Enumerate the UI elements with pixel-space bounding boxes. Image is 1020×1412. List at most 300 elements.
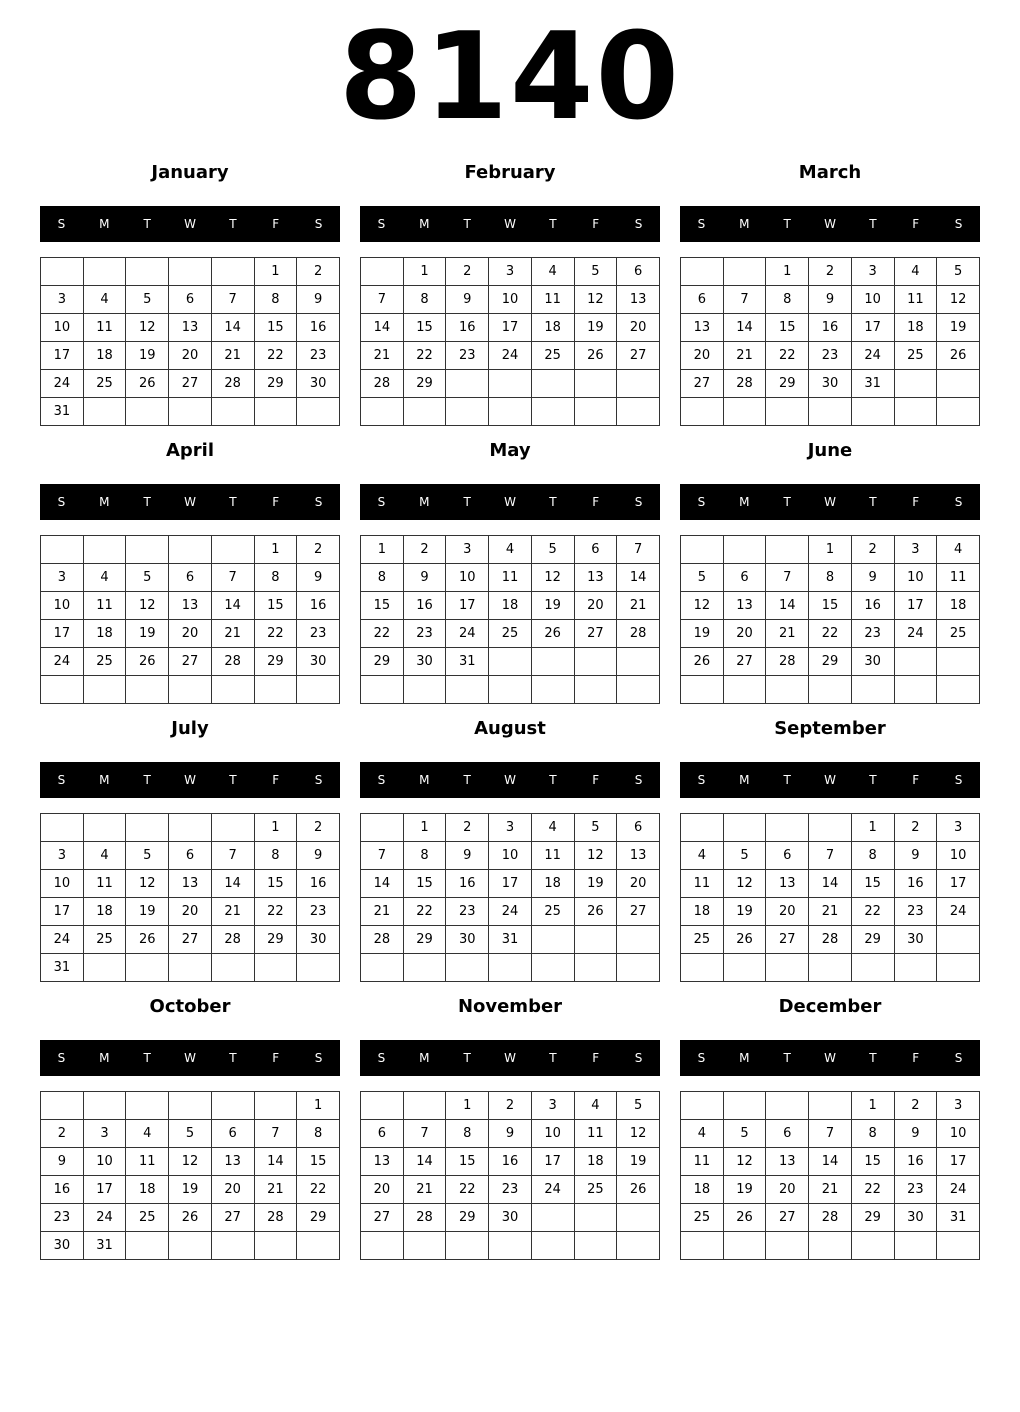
- day-cell: 8: [297, 1120, 340, 1148]
- weekday-header: F: [592, 495, 600, 509]
- day-cell: 15: [403, 314, 446, 342]
- day-cell: [574, 398, 617, 426]
- day-cell: 27: [169, 370, 212, 398]
- weekday-header: F: [592, 1051, 600, 1065]
- day-cell: 21: [403, 1176, 446, 1204]
- weekday-header: T: [229, 495, 237, 509]
- day-cell: 18: [489, 592, 532, 620]
- week-row: [41, 898, 340, 926]
- week-row: [361, 842, 660, 870]
- day-cell: [937, 676, 980, 704]
- weekday-header: S: [697, 217, 706, 231]
- day-cell: 30: [809, 370, 852, 398]
- day-grid: [40, 813, 340, 982]
- day-cell: 27: [617, 898, 660, 926]
- day-cell: 2: [297, 814, 340, 842]
- weekday-header: F: [592, 773, 600, 787]
- day-cell: [766, 398, 809, 426]
- day-cell: 30: [489, 1204, 532, 1232]
- day-cell: 21: [617, 592, 660, 620]
- weekday-header: M: [99, 773, 110, 787]
- weekday-header: S: [57, 495, 66, 509]
- day-cell: 10: [489, 842, 532, 870]
- day-cell: 26: [723, 1204, 766, 1232]
- day-cell: [361, 398, 404, 426]
- day-cell: 3: [41, 842, 84, 870]
- day-cell: 13: [617, 286, 660, 314]
- day-cell: [937, 926, 980, 954]
- day-cell: 14: [211, 870, 254, 898]
- day-cell: [403, 676, 446, 704]
- day-cell: 27: [617, 342, 660, 370]
- day-cell: 8: [361, 564, 404, 592]
- weekday-header: T: [229, 1051, 237, 1065]
- day-cell: [894, 954, 937, 982]
- day-cell: [531, 954, 574, 982]
- day-cell: 15: [297, 1148, 340, 1176]
- weekday-header: S: [954, 773, 963, 787]
- day-cell: 19: [126, 620, 169, 648]
- day-cell: 17: [41, 342, 84, 370]
- day-cell: 8: [809, 564, 852, 592]
- day-cell: [851, 1232, 894, 1260]
- day-cell: 23: [489, 1176, 532, 1204]
- day-cell: 1: [254, 814, 297, 842]
- day-cell: 4: [681, 1120, 724, 1148]
- day-cell: 6: [169, 842, 212, 870]
- weekday-header: T: [783, 773, 791, 787]
- day-cell: 16: [446, 870, 489, 898]
- day-cell: 2: [894, 1092, 937, 1120]
- day-cell: [723, 258, 766, 286]
- day-cell: [489, 648, 532, 676]
- day-cell: 16: [809, 314, 852, 342]
- day-cell: 29: [809, 648, 852, 676]
- day-cell: 9: [403, 564, 446, 592]
- day-cell: 19: [681, 620, 724, 648]
- day-cell: 12: [574, 286, 617, 314]
- month-name: April: [165, 440, 215, 461]
- day-cell: 1: [403, 814, 446, 842]
- day-cell: 12: [169, 1148, 212, 1176]
- day-cell: [531, 1204, 574, 1232]
- day-cell: 4: [489, 536, 532, 564]
- weekday-header: M: [739, 773, 750, 787]
- day-cell: [169, 1232, 212, 1260]
- day-cell: 23: [809, 342, 852, 370]
- day-cell: [617, 1232, 660, 1260]
- day-cell: 4: [937, 536, 980, 564]
- day-cell: [681, 536, 724, 564]
- day-cell: 16: [489, 1148, 532, 1176]
- weekday-header: M: [739, 217, 750, 231]
- day-cell: 16: [297, 592, 340, 620]
- week-row: [41, 1232, 340, 1260]
- day-cell: 26: [126, 370, 169, 398]
- day-cell: [126, 398, 169, 426]
- weekday-header-bar: [40, 206, 340, 242]
- day-cell: 16: [403, 592, 446, 620]
- day-cell: 31: [489, 926, 532, 954]
- day-cell: 16: [894, 870, 937, 898]
- day-cell: [254, 676, 297, 704]
- weekday-header: S: [314, 495, 323, 509]
- day-cell: [937, 648, 980, 676]
- day-cell: 14: [403, 1148, 446, 1176]
- day-cell: 23: [894, 898, 937, 926]
- weekday-header: F: [912, 495, 920, 509]
- day-cell: [766, 954, 809, 982]
- day-cell: [531, 398, 574, 426]
- day-cell: 11: [937, 564, 980, 592]
- day-cell: 17: [531, 1148, 574, 1176]
- day-cell: [169, 814, 212, 842]
- weekday-header: W: [504, 773, 516, 787]
- weekday-header-bar: [680, 206, 980, 242]
- day-cell: [681, 1232, 724, 1260]
- weekday-header: M: [419, 773, 430, 787]
- day-grid: [40, 1091, 340, 1260]
- day-cell: 27: [211, 1204, 254, 1232]
- week-row: [361, 314, 660, 342]
- day-cell: 9: [894, 842, 937, 870]
- weekday-header: T: [869, 217, 877, 231]
- weekday-header: M: [419, 1051, 430, 1065]
- day-cell: 11: [531, 842, 574, 870]
- weekday-header: F: [272, 1051, 280, 1065]
- day-cell: [766, 1092, 809, 1120]
- day-cell: 30: [297, 370, 340, 398]
- day-cell: 18: [126, 1176, 169, 1204]
- day-cell: 21: [211, 898, 254, 926]
- week-row: [681, 842, 980, 870]
- day-cell: [681, 954, 724, 982]
- day-grid: [360, 813, 660, 982]
- day-cell: 6: [574, 536, 617, 564]
- weekday-header: W: [824, 495, 836, 509]
- day-cell: 9: [894, 1120, 937, 1148]
- year-title: 8140: [339, 8, 681, 147]
- day-cell: 14: [211, 314, 254, 342]
- day-cell: 16: [297, 314, 340, 342]
- day-cell: 5: [723, 842, 766, 870]
- day-cell: 5: [681, 564, 724, 592]
- day-cell: 25: [937, 620, 980, 648]
- day-cell: 17: [446, 592, 489, 620]
- week-row: [681, 564, 980, 592]
- day-cell: 2: [41, 1120, 84, 1148]
- day-cell: 14: [361, 314, 404, 342]
- day-cell: 1: [361, 536, 404, 564]
- day-cell: [126, 814, 169, 842]
- day-grid: [680, 1091, 980, 1260]
- week-row: [681, 676, 980, 704]
- weekday-header: T: [783, 1051, 791, 1065]
- day-cell: [403, 1232, 446, 1260]
- day-cell: [297, 398, 340, 426]
- day-cell: 29: [361, 648, 404, 676]
- weekday-header: T: [783, 217, 791, 231]
- day-cell: 3: [894, 536, 937, 564]
- day-cell: 25: [489, 620, 532, 648]
- week-row: [41, 370, 340, 398]
- day-cell: 15: [254, 870, 297, 898]
- day-cell: 10: [446, 564, 489, 592]
- day-cell: 25: [574, 1176, 617, 1204]
- day-cell: 24: [894, 620, 937, 648]
- day-cell: [681, 1092, 724, 1120]
- day-cell: 9: [297, 564, 340, 592]
- day-cell: [617, 370, 660, 398]
- day-cell: [211, 1092, 254, 1120]
- day-cell: 10: [41, 870, 84, 898]
- day-cell: [851, 398, 894, 426]
- day-cell: [574, 676, 617, 704]
- day-cell: 15: [361, 592, 404, 620]
- day-cell: [809, 676, 852, 704]
- day-cell: 26: [531, 620, 574, 648]
- day-cell: 19: [574, 870, 617, 898]
- weekday-header: F: [272, 217, 280, 231]
- day-cell: 18: [574, 1148, 617, 1176]
- day-cell: [937, 1232, 980, 1260]
- day-cell: 7: [211, 564, 254, 592]
- weekday-header: T: [869, 1051, 877, 1065]
- week-row: [681, 898, 980, 926]
- day-cell: 19: [723, 1176, 766, 1204]
- weekday-header: S: [634, 1051, 643, 1065]
- day-cell: 21: [809, 1176, 852, 1204]
- day-cell: 5: [169, 1120, 212, 1148]
- day-cell: 29: [851, 926, 894, 954]
- day-cell: 2: [851, 536, 894, 564]
- day-cell: 18: [937, 592, 980, 620]
- day-cell: 8: [254, 564, 297, 592]
- day-cell: 27: [766, 926, 809, 954]
- day-cell: 9: [446, 286, 489, 314]
- day-cell: 11: [681, 1148, 724, 1176]
- day-cell: 28: [361, 370, 404, 398]
- day-cell: 1: [446, 1092, 489, 1120]
- day-cell: 28: [809, 926, 852, 954]
- day-cell: 24: [446, 620, 489, 648]
- month-name: February: [464, 162, 556, 183]
- day-cell: 19: [574, 314, 617, 342]
- day-cell: 3: [41, 286, 84, 314]
- day-cell: 31: [83, 1232, 126, 1260]
- day-cell: 6: [766, 1120, 809, 1148]
- day-cell: 9: [297, 286, 340, 314]
- week-row: [41, 870, 340, 898]
- day-cell: 27: [169, 926, 212, 954]
- day-cell: 11: [894, 286, 937, 314]
- day-cell: 20: [766, 898, 809, 926]
- weekday-header: W: [824, 773, 836, 787]
- day-cell: [361, 814, 404, 842]
- day-cell: 22: [254, 898, 297, 926]
- weekday-header: T: [549, 217, 557, 231]
- day-cell: [851, 954, 894, 982]
- day-cell: 19: [531, 592, 574, 620]
- weekday-header: F: [272, 495, 280, 509]
- day-cell: [574, 370, 617, 398]
- day-cell: [617, 1204, 660, 1232]
- day-cell: [83, 1092, 126, 1120]
- day-cell: 13: [169, 870, 212, 898]
- day-cell: 3: [41, 564, 84, 592]
- day-cell: [531, 370, 574, 398]
- day-cell: 21: [211, 342, 254, 370]
- day-cell: 26: [126, 926, 169, 954]
- weekday-header: F: [912, 773, 920, 787]
- day-cell: [851, 676, 894, 704]
- week-row: [681, 1148, 980, 1176]
- week-row: [361, 1120, 660, 1148]
- day-cell: 18: [681, 898, 724, 926]
- week-row: [41, 814, 340, 842]
- day-cell: 24: [41, 370, 84, 398]
- month-name: May: [489, 440, 531, 461]
- weekday-header: T: [869, 495, 877, 509]
- day-cell: 30: [894, 926, 937, 954]
- day-cell: [169, 536, 212, 564]
- day-cell: 9: [446, 842, 489, 870]
- day-cell: 11: [574, 1120, 617, 1148]
- weekday-header: T: [463, 217, 471, 231]
- day-cell: [211, 258, 254, 286]
- day-cell: 5: [126, 842, 169, 870]
- day-cell: 19: [617, 1148, 660, 1176]
- day-cell: [723, 398, 766, 426]
- weekday-header: W: [504, 217, 516, 231]
- day-cell: 10: [937, 842, 980, 870]
- day-cell: [254, 954, 297, 982]
- week-row: [361, 398, 660, 426]
- day-cell: 8: [403, 286, 446, 314]
- week-row: [41, 954, 340, 982]
- day-cell: 9: [489, 1120, 532, 1148]
- day-cell: 20: [211, 1176, 254, 1204]
- weekday-header: F: [592, 217, 600, 231]
- day-cell: [211, 1232, 254, 1260]
- day-cell: 5: [126, 286, 169, 314]
- day-cell: 8: [766, 286, 809, 314]
- day-cell: 2: [894, 814, 937, 842]
- day-cell: 22: [809, 620, 852, 648]
- day-cell: 9: [851, 564, 894, 592]
- day-cell: 25: [681, 1204, 724, 1232]
- day-cell: [489, 676, 532, 704]
- week-row: [681, 1232, 980, 1260]
- day-cell: 24: [531, 1176, 574, 1204]
- day-cell: 23: [297, 620, 340, 648]
- day-cell: 6: [169, 286, 212, 314]
- weekday-header: W: [824, 1051, 836, 1065]
- weekday-header-bar: [680, 1040, 980, 1076]
- day-cell: [723, 954, 766, 982]
- day-cell: 2: [446, 814, 489, 842]
- day-cell: 14: [723, 314, 766, 342]
- week-row: [41, 342, 340, 370]
- day-cell: 11: [681, 870, 724, 898]
- weekday-header: W: [184, 495, 196, 509]
- day-cell: 13: [169, 314, 212, 342]
- day-cell: 7: [254, 1120, 297, 1148]
- weekday-header-bar: [40, 1040, 340, 1076]
- day-cell: 3: [446, 536, 489, 564]
- day-cell: 29: [403, 926, 446, 954]
- weekday-header: F: [912, 1051, 920, 1065]
- weekday-header: T: [143, 217, 151, 231]
- day-cell: [126, 258, 169, 286]
- day-cell: [809, 398, 852, 426]
- day-cell: 25: [681, 926, 724, 954]
- weekday-header-bar: [680, 762, 980, 798]
- week-row: [361, 954, 660, 982]
- day-cell: 14: [361, 870, 404, 898]
- day-cell: 22: [403, 342, 446, 370]
- day-cell: 30: [851, 648, 894, 676]
- day-cell: 1: [403, 258, 446, 286]
- day-cell: [41, 814, 84, 842]
- day-cell: 8: [851, 842, 894, 870]
- week-row: [41, 842, 340, 870]
- day-cell: 13: [169, 592, 212, 620]
- day-cell: 30: [403, 648, 446, 676]
- day-cell: 20: [169, 342, 212, 370]
- day-cell: 3: [489, 258, 532, 286]
- day-cell: [937, 370, 980, 398]
- day-cell: 15: [446, 1148, 489, 1176]
- day-cell: 18: [83, 898, 126, 926]
- week-row: [41, 648, 340, 676]
- week-row: [361, 564, 660, 592]
- weekday-header-bar: [360, 1040, 660, 1076]
- day-cell: 11: [489, 564, 532, 592]
- day-cell: [211, 814, 254, 842]
- day-cell: 5: [617, 1092, 660, 1120]
- day-cell: 6: [766, 842, 809, 870]
- day-cell: [403, 398, 446, 426]
- day-cell: 16: [894, 1148, 937, 1176]
- day-cell: 11: [126, 1148, 169, 1176]
- day-cell: 28: [361, 926, 404, 954]
- weekday-header: S: [314, 1051, 323, 1065]
- day-cell: 4: [126, 1120, 169, 1148]
- day-cell: 7: [809, 842, 852, 870]
- weekday-header: W: [184, 1051, 196, 1065]
- week-row: [41, 1148, 340, 1176]
- day-cell: 2: [446, 258, 489, 286]
- week-row: [681, 1204, 980, 1232]
- day-cell: 22: [851, 1176, 894, 1204]
- day-cell: 8: [254, 842, 297, 870]
- day-cell: 17: [83, 1176, 126, 1204]
- day-cell: 26: [574, 898, 617, 926]
- day-cell: 10: [937, 1120, 980, 1148]
- day-cell: [574, 648, 617, 676]
- day-cell: 7: [766, 564, 809, 592]
- day-cell: 30: [297, 926, 340, 954]
- week-row: [681, 314, 980, 342]
- day-cell: 1: [851, 1092, 894, 1120]
- day-cell: 20: [169, 898, 212, 926]
- day-cell: 29: [403, 370, 446, 398]
- day-cell: [211, 676, 254, 704]
- day-cell: 15: [851, 870, 894, 898]
- day-cell: [361, 1232, 404, 1260]
- weekday-header: T: [229, 773, 237, 787]
